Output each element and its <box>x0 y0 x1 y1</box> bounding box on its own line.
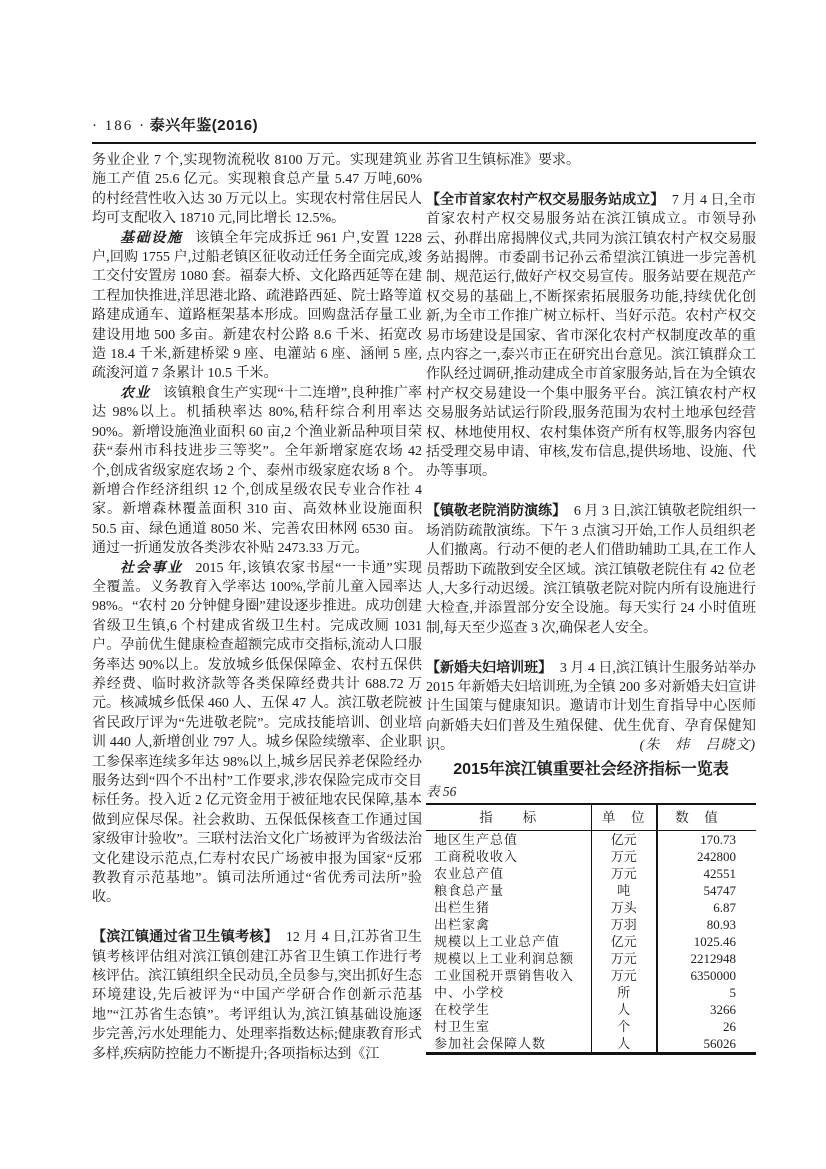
paragraph-agriculture <box>92 384 422 559</box>
header-value: 数 值 <box>657 804 756 831</box>
entry-head-hygiene-town-review: 【滨江镇通过省卫生镇考核】 <box>92 928 279 945</box>
cell-indicator: 农业总产值 <box>426 865 591 882</box>
paragraph-text: 务业企业 7 个,实现物流税收 8100 万元。实现建筑业施工产值 25.6 亿元。实现粮食总产量 5.47 万吨,60%的村经营性收入达 30 万元以上。实现农村常住居民人均可支配收入 18710 元,同比增长 12.5%。 <box>92 153 422 227</box>
header-unit: 单 位 <box>591 804 657 831</box>
cell-indicator: 参加社会保障人数 <box>426 1035 591 1054</box>
cell-unit: 亿元 <box>591 933 657 950</box>
cell-unit: 亿元 <box>591 831 657 849</box>
paragraph-text: 12 月 4 日,江苏省卫生镇考核评估组对滨江镇创建江苏省卫生镇工作进行考核评估。滨江镇组织全民动员,全员参与,突出抓好生态环境建设,先后被评为“中国产学研合作创新示范基地”“江苏省生态镇”。考评组认为,滨江镇基础设施逐步完善,污水处理能力、处理率指数达标;健康教育形式多样,疾病防控能力不断提升;各项指标达到《江 <box>92 930 423 1062</box>
paragraph-social-affairs <box>92 559 422 908</box>
table-row <box>426 984 756 1001</box>
table-row <box>426 848 756 865</box>
entry-hygiene-town-review <box>92 927 422 1064</box>
cell-value: 6350000 <box>690 968 736 984</box>
cell-unit: 万元 <box>591 950 657 967</box>
table-row <box>426 967 756 984</box>
entry-newlywed-training <box>426 658 756 756</box>
cell-indicator: 规模以上工业利润总额 <box>426 950 591 967</box>
paragraph-text: 该镇全年完成拆迁 961 户,安置 1228 户,回购 1755 户,过船老镇区征收动迁任务全面完成,竣工交付安置房 1080 套。福泰大桥、文化路西延等在建工程加快推进,洋思港北路、疏港路西延、院士路等道路建成通车、道路框架基本形成。回购盘活存量工业建设用地 500 多亩。新建农村公路 8.6 千米、拓宽改造 18.4 千米,新建桥梁 9 座、电灌站 6 座、涵闸 5 座,疏浚河道 7 条累计 10.5 千米。 <box>92 230 423 382</box>
cell-unit: 万元 <box>591 865 657 882</box>
cell-indicator: 中、小学校 <box>426 984 591 1001</box>
cell-unit: 吨 <box>591 882 657 899</box>
topic-head-agriculture: 农业 <box>120 385 151 401</box>
paragraph-text: 2015 年,该镇农家书屋“一卡通”实现全覆盖。义务教育入学率达 100%,学前儿童入园率达 98%。“农村 20 分钟健身圈”建设逐步推进。成功创建省级卫生镇,6 个村建成省级卫生村。完成改厕 1031 户。孕前优生健康检查超额完成市交指标,流动人口服务率达 90%以上。发放城乡低保保障金、农村五保供养经费、临时救济款等各类保障经费共计 688.72 万元。核减城乡低保 460 人、五保 47 人。滨江敬老院被省民政厅评为“先进敬老院”。完成技能培训、创业培训 440 人,新增创业 797 人。城乡保险续缴率、企业职工参保率连续多年达 98%以上,城乡居民养老保险经办服务达到“四个不出村”工作要求,涉农保险完成市交目标任务。投入近 2 亿元资金用于被征地农民保障,基本做到应保尽保。社会救助、五保低保核查工作通过国家级审计验收”。三联村法治文化广场被评为省级法治文化建设示范点,仁寿村农民广场被申报为国家“反邪教教育示范基地”。镇司法所通过“省优秀司法所”验收。 <box>92 560 423 906</box>
table-row <box>426 933 756 950</box>
entry-head-property-rights-station: 【全市首家农村产权交易服务站成立】 <box>426 190 665 207</box>
cell-unit: 所 <box>591 984 657 1001</box>
cell-indicator: 出栏生猪 <box>426 899 591 916</box>
header-indicator: 指 标 <box>426 804 591 831</box>
table-header-row <box>426 804 756 831</box>
cell-indicator: 出栏家禽 <box>426 916 591 933</box>
cell-value: 170.73 <box>700 832 736 848</box>
table-row <box>426 865 756 882</box>
cell-unit: 个 <box>591 1018 657 1035</box>
table-row <box>426 882 756 899</box>
cell-unit: 万元 <box>591 967 657 984</box>
cell-indicator: 地区生产总值 <box>426 831 591 849</box>
table-row <box>426 1001 756 1018</box>
cell-indicator: 工商税收收入 <box>426 848 591 865</box>
book-title: 泰兴年鉴(2016) <box>149 117 259 134</box>
paragraph-text: 该镇粮食生产实现“十二连增”,良种推广率达 98%以上。机插秧率达 80%,秸秆综合利用率达 90%。新增设施渔业面积 60 亩,2 个渔业新品种项目荣获“泰州市科技进步三等奖”。全年新增家庭农场 42 个,创成省级家庭农场 2 个、泰州市级家庭农场 8 个。新增合作经济组织 12 个,创成星级农民专业合作社 4 家。新增森林覆盖面积 310 亩、高效林业设施面积 50.5 亩、绿色通道 8050 米、完善农田林网 6530 亩。通过一折通发放各类涉农补贴 2473.33 万元。 <box>92 385 422 557</box>
topic-head-social-affairs: 社会事业 <box>120 560 183 576</box>
cell-value: 80.93 <box>706 917 736 933</box>
cell-value: 6.87 <box>713 900 736 916</box>
paragraph-text: 6 月 3 日,滨江镇敬老院组织一场消防疏散演练。下午 3 点演习开始,工作人员组织老人们撤离。行动不便的老人们借助辅助工具,在工作人员帮助下疏散到安全区域。滨江镇敬老院住有 42 位老人,大多行动迟缓。滨江镇敬老院对院内所有设施进行大检查,并添置部分安全设施。每天实行 24 小时值班制,每天至少巡查 3 次,确保老人安全。 <box>426 504 757 636</box>
cell-indicator: 工业国税开票销售收入 <box>426 967 591 984</box>
topic-head-infrastructure: 基础设施 <box>120 230 183 246</box>
entry-head-fire-drill: 【镇敬老院消防演练】 <box>426 502 567 519</box>
cell-unit: 人 <box>591 1001 657 1018</box>
cell-value: 42551 <box>703 866 736 882</box>
page-number: · 186 · <box>92 118 146 134</box>
paragraph-infrastructure <box>92 229 422 384</box>
cell-value: 242800 <box>697 849 736 865</box>
paragraph-text: 3 月 4 日,滨江镇计生服务站举办 2015 年新婚夫妇培训班,为全镇 200 多对新婚夫妇宣讲计生国策与健康知识。邀请市计划生育指导中心医师向新婚夫妇们普及生殖保健、优生优育、孕育保健知识。 <box>426 660 757 754</box>
cell-unit: 万元 <box>591 848 657 865</box>
table-row <box>426 916 756 933</box>
table-header <box>426 804 756 831</box>
entry-head-newlywed-training: 【新婚夫妇培训班】 <box>426 658 553 675</box>
table-row <box>426 831 756 849</box>
paragraph-continuation <box>426 151 756 170</box>
cell-indicator: 村卫生室 <box>426 1018 591 1035</box>
table-title: 2015年滨江镇重要社会经济指标一览表 <box>453 760 729 778</box>
left-column <box>92 151 422 1064</box>
entry-property-rights-station <box>426 190 756 482</box>
table-number-label: 表 56 <box>426 783 457 799</box>
cell-unit: 万羽 <box>591 916 657 933</box>
paragraph-text: 苏省卫生镇标准》要求。 <box>426 153 580 168</box>
cell-value: 5 <box>729 985 736 1001</box>
byline-authors: (朱 炜 吕晓文) <box>639 738 756 754</box>
page-header <box>92 117 756 144</box>
cell-value: 3266 <box>710 1002 736 1018</box>
cell-indicator: 规模以上工业总产值 <box>426 933 591 950</box>
table-body <box>426 831 756 1054</box>
table-row <box>426 950 756 967</box>
cell-value: 56026 <box>703 1036 736 1052</box>
cell-value: 2212948 <box>690 951 736 967</box>
cell-indicator: 在校学生 <box>426 1001 591 1018</box>
paragraph-text: 7 月 4 日,全市首家农村产权交易服务站在滨江镇成立。市领导孙云、孙群出席揭牌仪式,共同为滨江镇农村产权交易服务站揭牌。市委副书记孙云希望滨江镇进一步完善机制、规范运行,做好产权交易宣传。服务站要在规范产权交易的基础上,不断探索拓展服务功能,持续优化创新,为全市工作推广树立标杆、当好示范。农村产权交易市场建设是国家、省市深化农村产权制度改革的重点内容之一,泰兴市正在研究出台意见。滨江镇群众工作队经过调研,推动建成全市首家服务站,旨在为全镇农村产权交易建设一个集中服务平台。滨江镇农村产权交易服务站试运行阶段,服务范围为农村土地承包经营权、林地使用权、农村集体资产所有权等,服务内容包括受理交易申请、审核,发布信息,提供场地、设施、代办等事项。 <box>426 192 757 480</box>
cell-value: 26 <box>723 1019 736 1035</box>
cell-value: 1025.46 <box>693 934 736 950</box>
cell-value: 54747 <box>703 883 736 899</box>
table-row <box>426 899 756 916</box>
cell-unit: 人 <box>591 1035 657 1054</box>
table-row <box>426 1018 756 1035</box>
cell-unit: 万头 <box>591 899 657 916</box>
entry-fire-drill <box>426 501 756 638</box>
economic-indicators-table <box>426 803 756 1056</box>
paragraph-continuation <box>92 151 422 229</box>
table-row <box>426 1035 756 1054</box>
cell-indicator: 粮食总产量 <box>426 882 591 899</box>
right-column <box>426 151 756 1055</box>
